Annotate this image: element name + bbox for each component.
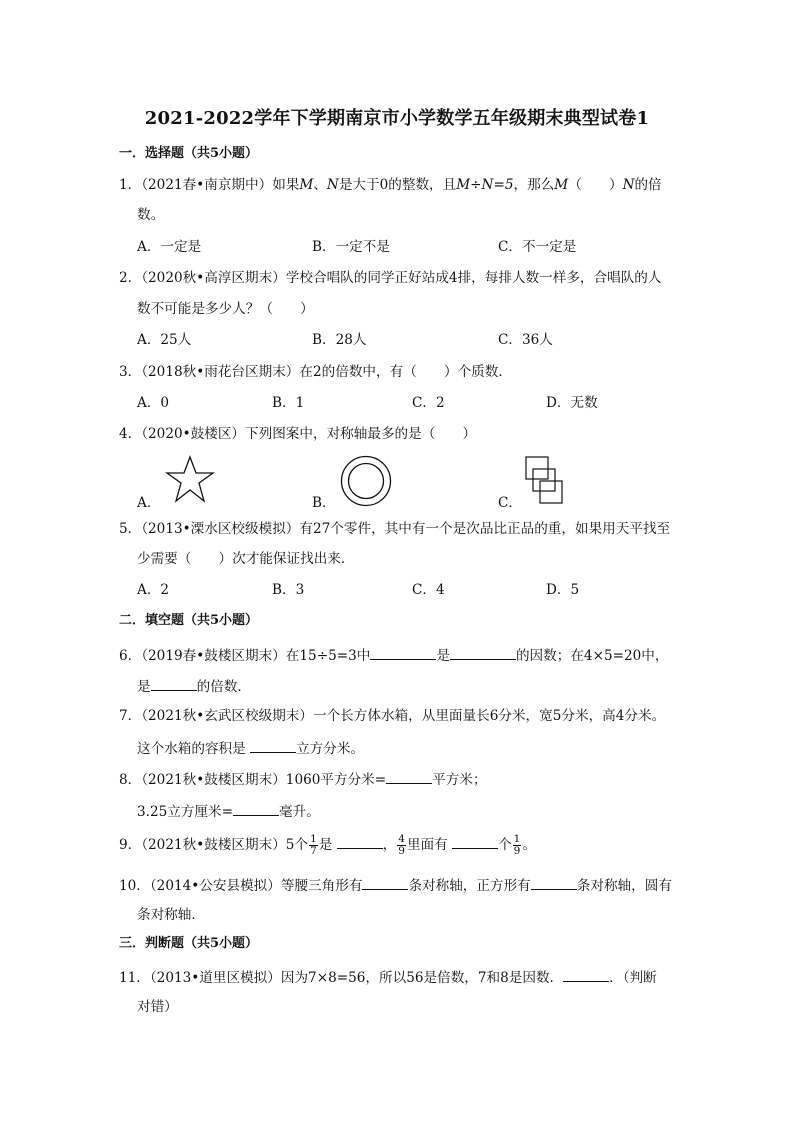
q1-option-a[interactable]: A．一定是: [137, 239, 202, 255]
q3-option-c[interactable]: C．2: [412, 395, 445, 411]
q8-text-c: 3.25立方厘米=: [137, 804, 234, 820]
q7-blank[interactable]: [250, 738, 296, 753]
question-4: 4．（2020•鼓楼区）下列图案中，对称轴最多的是（ ）: [119, 426, 477, 442]
q11-text-b: ．（判断: [609, 970, 657, 986]
q1-option-b[interactable]: B．一定不是: [312, 239, 390, 255]
question-11: [119, 967, 657, 987]
q6-text-c: 的因数；在4×5=20中，: [515, 648, 669, 664]
q1-var-m2: M: [554, 177, 569, 193]
star-figure-icon: [164, 455, 216, 505]
q3-option-b[interactable]: B．1: [272, 395, 305, 411]
q9-fraction-3: [513, 834, 522, 857]
q8-line2: [137, 801, 320, 821]
q6-text-e: 的倍数．: [196, 679, 251, 695]
q5-option-d[interactable]: D．5: [546, 582, 580, 598]
q9-frac3-den: 9: [513, 845, 521, 857]
q10-text-b: 条对称轴，正方形有: [408, 878, 531, 894]
q9-text-d: 里面有: [406, 837, 448, 853]
q6-text-a: 6．（2019春•鼓楼区期末）在15÷5=3中: [119, 648, 371, 664]
q4-option-b[interactable]: B．: [312, 495, 336, 511]
q9-frac3-num: 1: [513, 833, 521, 845]
q9-text-e: 个: [498, 837, 512, 853]
section-heading-judge: 三．判断题（共5小题）: [119, 936, 259, 951]
q1-line2: 数。: [137, 207, 165, 223]
question-10: [119, 875, 672, 895]
q1-text-e: 的倍: [634, 177, 662, 193]
q1-var-n2: N: [622, 177, 635, 193]
q11-line2: 对错）: [137, 999, 178, 1015]
q8-blank-2[interactable]: [233, 801, 279, 816]
q9-text-g: 。: [522, 837, 536, 853]
q9-frac1-den: 7: [310, 845, 317, 857]
q4-option-c[interactable]: C．: [498, 495, 522, 511]
q2-option-a[interactable]: A．25人: [137, 332, 192, 348]
q1-text-c: ，那么: [513, 177, 555, 193]
section-heading-fill: 二．填空题（共5小题）: [119, 613, 259, 628]
q8-text-a: 8．（2021秋•鼓楼区期末）1060平方分米=: [119, 772, 387, 788]
overlapping-squares-figure-icon: [524, 455, 568, 505]
question-5: 5．（2013•溧水区校级模拟）有27个零件，其中有一个是次品比正品的重，如果用天平找至: [119, 521, 671, 537]
q3-option-a[interactable]: A．0: [137, 395, 170, 411]
q10-text-c: 条对称轴，圆有: [576, 878, 672, 894]
question-6: [119, 645, 669, 665]
q11-text-a: 11．（2013•道里区模拟）因为7×8=56，所以56是倍数，7和8是因数．: [119, 970, 564, 986]
q10-blank-1[interactable]: [362, 875, 408, 890]
q6-line2: [137, 676, 251, 696]
q6-text-b: 是: [436, 648, 450, 664]
q5-line2: 少需要（ ）次才能保证找出来．: [137, 551, 355, 567]
q11-blank[interactable]: [563, 967, 609, 982]
q7-line2: [137, 738, 364, 758]
q2-option-c[interactable]: C．36人: [498, 332, 553, 348]
question-8: [119, 769, 487, 789]
q9-frac2-num: 4: [398, 833, 405, 845]
q5-option-b[interactable]: B．3: [272, 582, 305, 598]
exam-title: 2021-2022学年下学期南京市小学数学五年级期末典型试卷1: [144, 108, 650, 129]
q8-text-d: 毫升。: [279, 804, 320, 820]
q8-blank-1[interactable]: [386, 769, 432, 784]
q6-blank-3[interactable]: [151, 676, 197, 691]
question-1: [119, 176, 662, 194]
q8-text-b: 平方米；: [432, 772, 487, 788]
q9-fraction-1: [309, 834, 318, 857]
q6-blank-1[interactable]: [370, 645, 436, 660]
q10-blank-2[interactable]: [531, 875, 577, 890]
q1-option-c[interactable]: C．不一定是: [498, 239, 577, 255]
q9-frac2-den: 9: [398, 845, 405, 857]
q6-blank-2[interactable]: [450, 645, 516, 660]
q9-frac1-num: 1: [310, 833, 317, 845]
q9-fraction-2: [397, 834, 406, 857]
section-heading-choice: 一．选择题（共5小题）: [119, 146, 259, 161]
q5-option-c[interactable]: C．4: [412, 582, 445, 598]
q6-text-d: 是: [137, 679, 151, 695]
q1-var-n: N: [326, 177, 339, 193]
q9-blank-2[interactable]: [452, 834, 498, 849]
question-7: 7．（2021秋•玄武区校级期末）一个长方体水箱，从里面量长6分米，宽5分米，高4分米。: [119, 708, 666, 724]
q2-option-b[interactable]: B．28人: [312, 332, 367, 348]
q1-answer-bracket[interactable]: （ ）: [568, 177, 623, 193]
q9-text-c: ，: [382, 837, 397, 853]
q10-line2: 条对称轴．: [137, 907, 205, 923]
q7-text-b: 立方分米。: [296, 741, 365, 757]
q9-text-a: 9．（2021秋•鼓楼区期末）5个: [119, 837, 309, 853]
q1-text-a: 1．（2021春•南京期中）如果: [119, 177, 300, 193]
q9-text-b: 是: [318, 837, 333, 853]
question-3: 3．（2018秋•雨花台区期末）在2的倍数中，有（ ）个质数．: [119, 364, 512, 380]
q1-var-m: M: [299, 177, 314, 193]
concentric-circles-figure-icon: [339, 454, 393, 508]
q1-text-b: 是大于0的整数，且: [338, 177, 457, 193]
q3-option-d[interactable]: D．无数: [546, 395, 598, 411]
question-9: [119, 834, 536, 857]
q10-text-a: 10．（2014•公安县模拟）等腰三角形有: [119, 878, 363, 894]
q5-option-a[interactable]: A．2: [137, 582, 170, 598]
q1-sep: 、: [313, 177, 327, 193]
q2-line2: 数不可能是多少人？（ ）: [137, 301, 314, 317]
q4-option-a[interactable]: A．: [137, 495, 161, 511]
q9-blank-1[interactable]: [337, 834, 383, 849]
q1-expression: M÷N=5: [456, 177, 514, 193]
q7-text-a: 这个水箱的容积是: [137, 741, 246, 757]
question-2: 2．（2020秋•高淳区期末）学校合唱队的同学正好站成4排，每排人数一样多，合唱队的人: [119, 270, 662, 286]
